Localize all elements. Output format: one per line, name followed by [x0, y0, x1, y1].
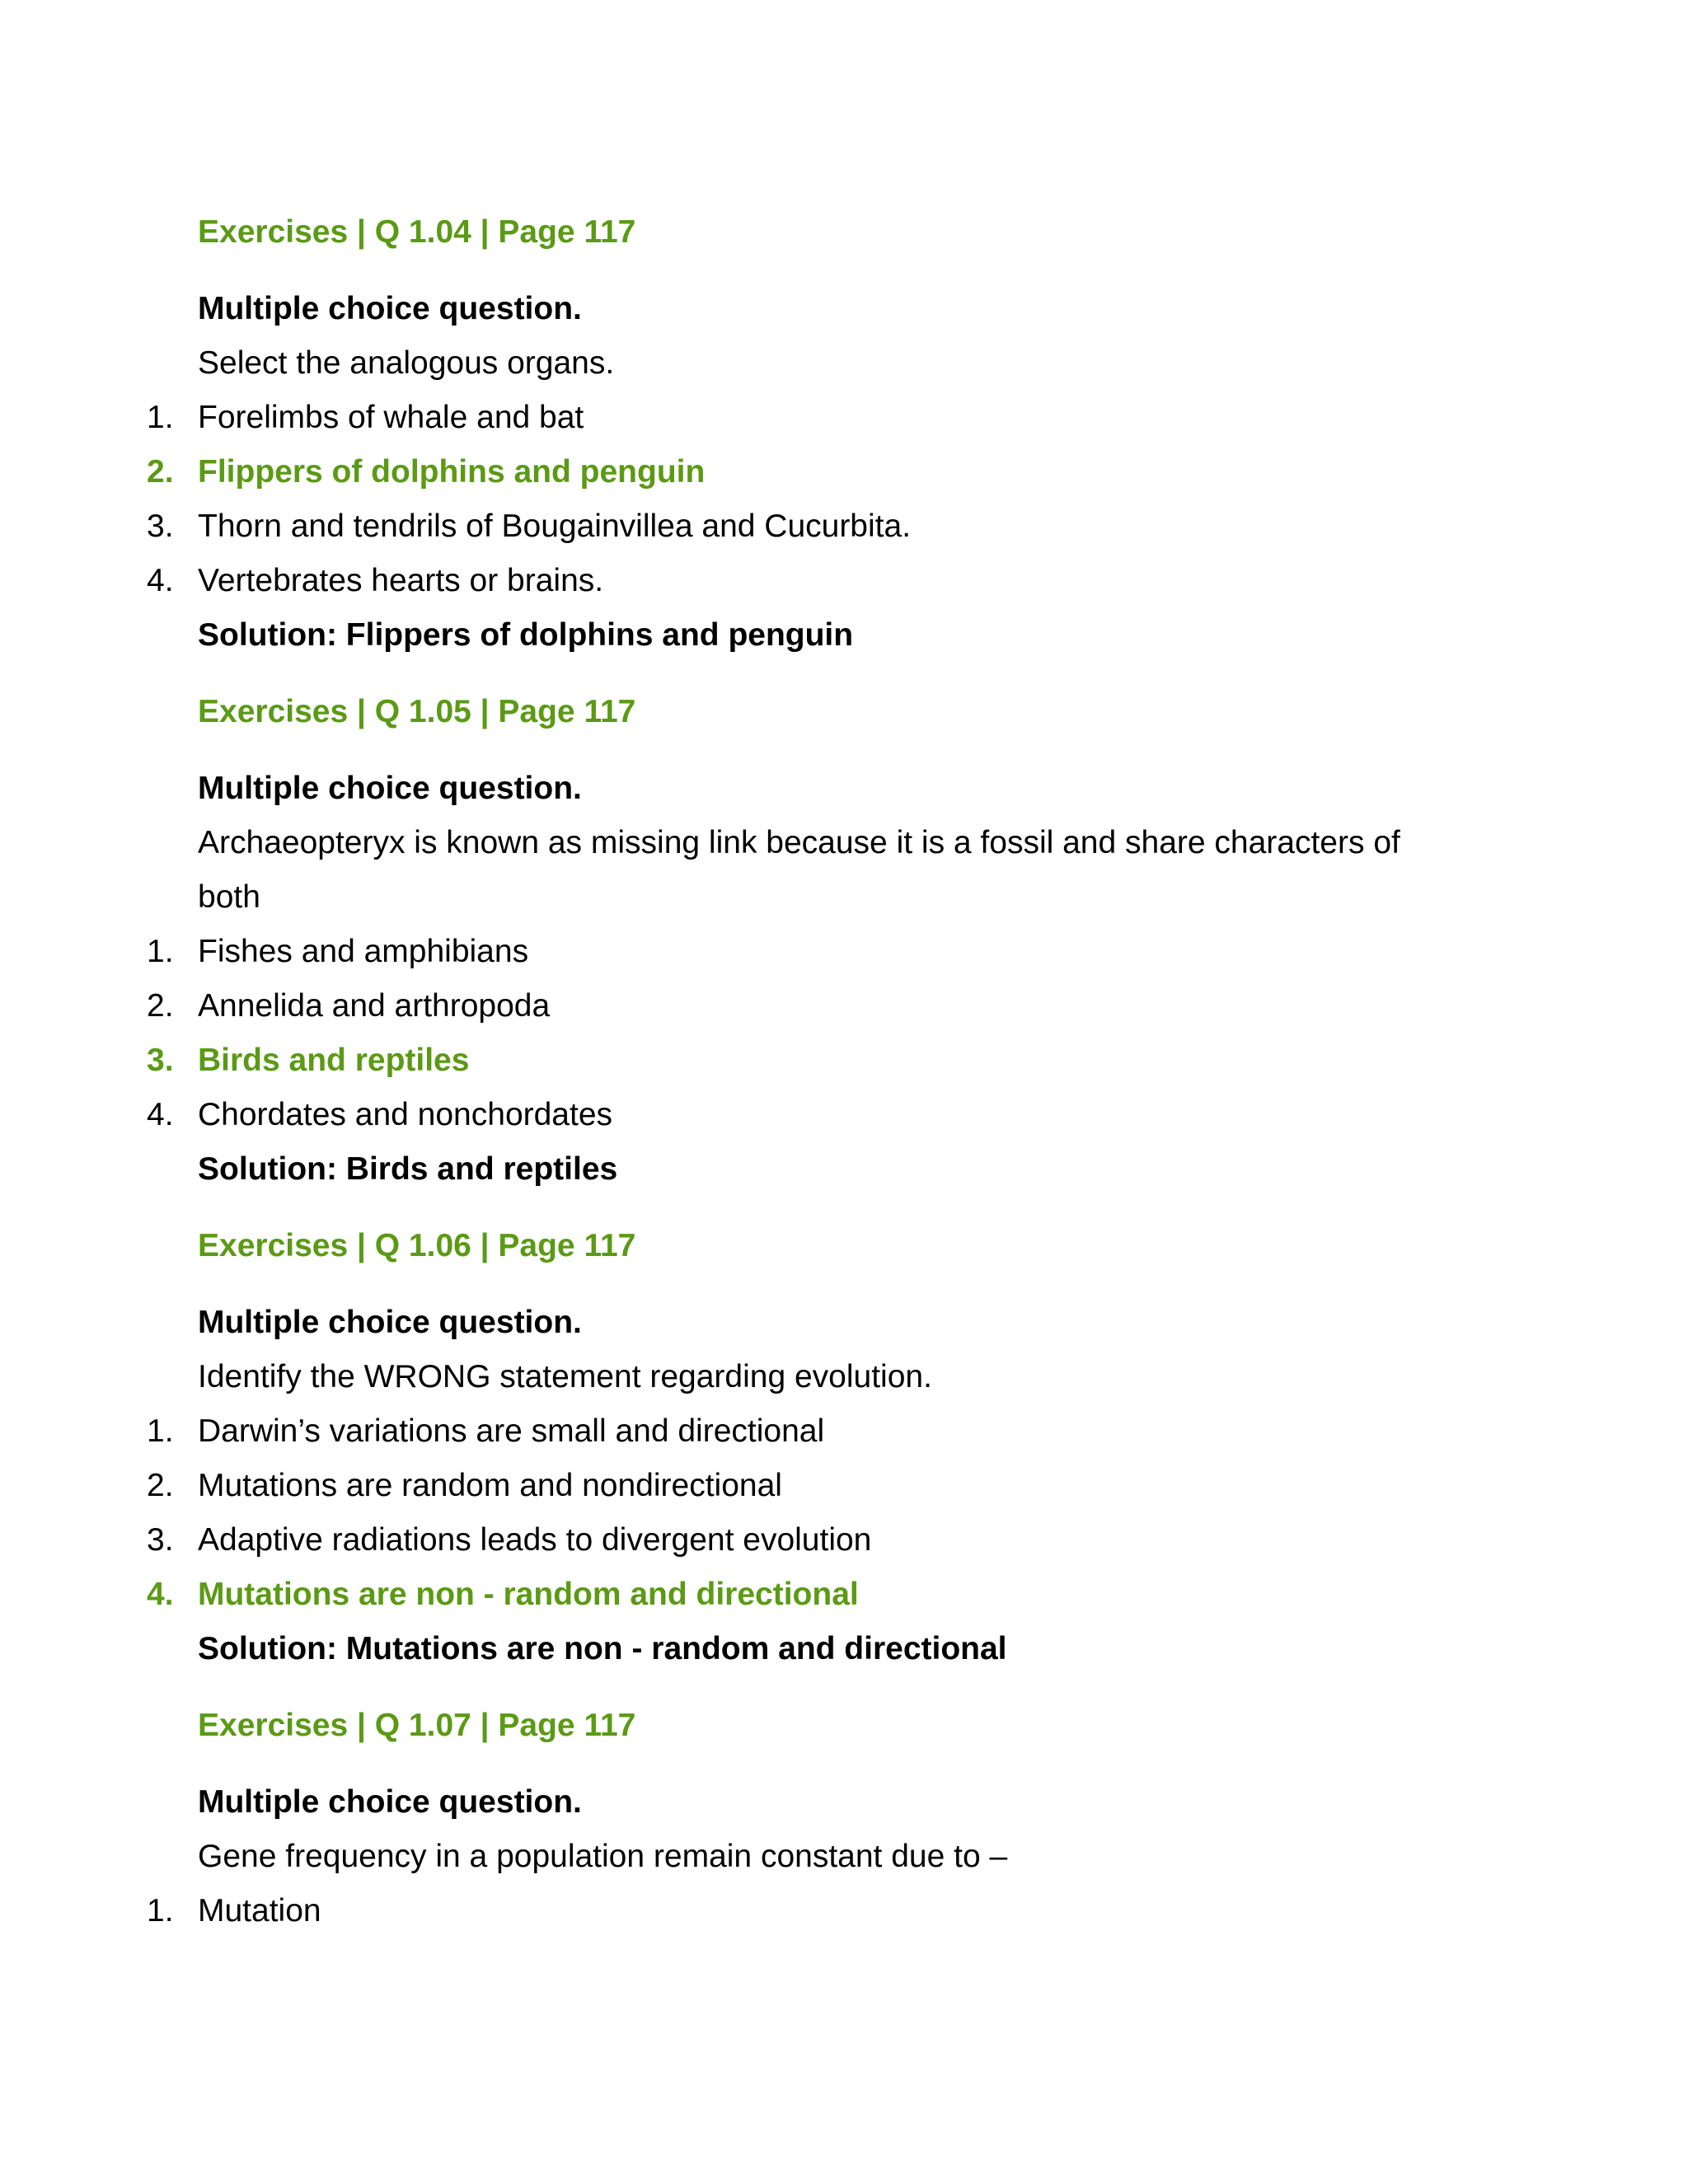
solution-text: Solution: Birds and reptiles [198, 1151, 618, 1187]
option-number: 3. [147, 1522, 174, 1558]
option-number: 2. [147, 1468, 174, 1503]
solution-text: Solution: Flippers of dolphins and penguin [198, 617, 854, 653]
option-text: Adaptive radiations leads to divergent evolution [198, 1522, 872, 1558]
question-heading: Exercises | Q 1.07 | Page 117 [198, 1708, 636, 1743]
question-type-label: Multiple choice question. [198, 291, 582, 326]
option-number: 1. [147, 934, 174, 969]
option-text: Mutation [198, 1893, 321, 1929]
option-text: Mutations are non - random and directional [198, 1577, 859, 1612]
solution-text: Solution: Mutations are non - random and directional [198, 1631, 1007, 1666]
question-prompt: Gene frequency in a population remain constant due to – [198, 1839, 1008, 1874]
option-text: Vertebrates hearts or brains. [198, 563, 604, 598]
question-prompt-continued: both [198, 879, 260, 915]
question-type-label: Multiple choice question. [198, 1305, 582, 1340]
question-heading: Exercises | Q 1.06 | Page 117 [198, 1228, 636, 1263]
option-number: 2. [147, 454, 174, 490]
option-number: 4. [147, 1577, 174, 1612]
option-number: 3. [147, 1043, 174, 1078]
option-number: 1. [147, 1413, 174, 1449]
option-text: Forelimbs of whale and bat [198, 400, 584, 435]
question-prompt: Identify the WRONG statement regarding evolution. [198, 1359, 932, 1394]
option-text: Flippers of dolphins and penguin [198, 454, 706, 490]
option-number: 2. [147, 988, 174, 1024]
option-text: Thorn and tendrils of Bougainvillea and Cucurbita. [198, 509, 912, 544]
option-number: 4. [147, 1097, 174, 1132]
option-text: Fishes and amphibians [198, 934, 529, 969]
question-type-label: Multiple choice question. [198, 771, 582, 806]
option-number: 1. [147, 400, 174, 435]
question-prompt: Archaeopteryx is known as missing link because it is a fossil and share characters of [198, 825, 1400, 860]
option-number: 3. [147, 509, 174, 544]
question-heading: Exercises | Q 1.04 | Page 117 [198, 214, 636, 250]
option-text: Annelida and arthropoda [198, 988, 551, 1024]
option-text: Mutations are random and nondirectional [198, 1468, 782, 1503]
option-text: Darwin’s variations are small and directional [198, 1413, 825, 1449]
question-heading: Exercises | Q 1.05 | Page 117 [198, 694, 636, 729]
option-number: 4. [147, 563, 174, 598]
option-number: 1. [147, 1893, 174, 1929]
option-text: Chordates and nonchordates [198, 1097, 613, 1132]
question-prompt: Select the analogous organs. [198, 345, 615, 381]
option-text: Birds and reptiles [198, 1043, 470, 1078]
question-type-label: Multiple choice question. [198, 1784, 582, 1820]
